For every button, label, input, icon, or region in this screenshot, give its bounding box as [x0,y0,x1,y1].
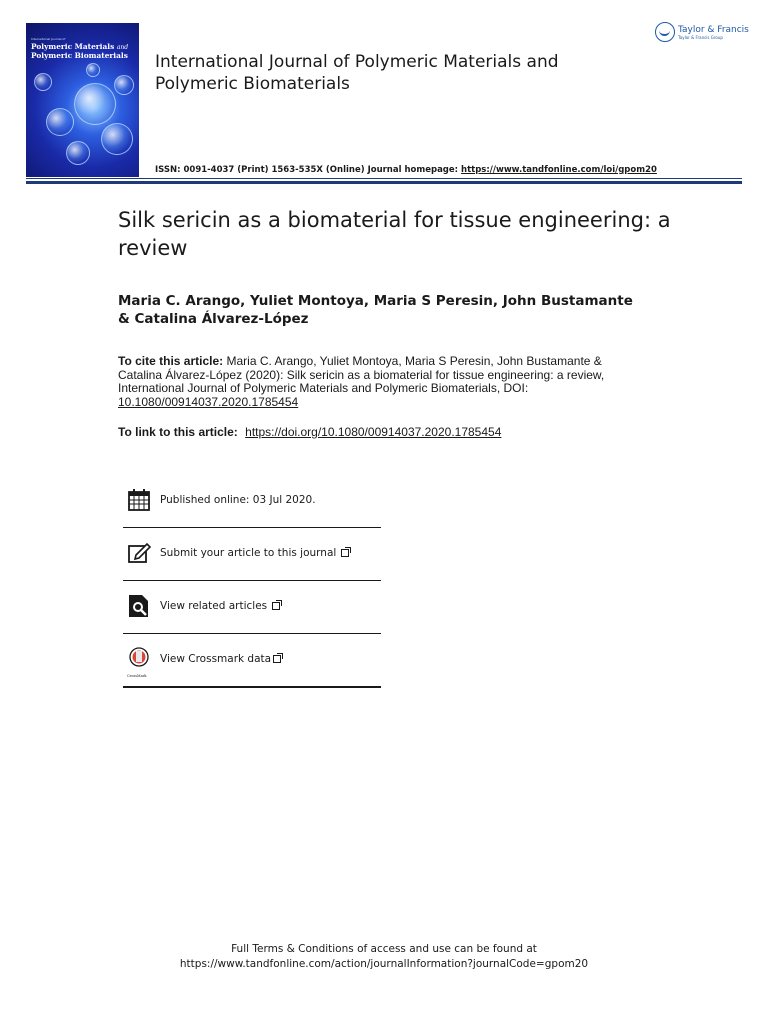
submit-article-label: Submit your article to this journal [160,547,337,559]
submit-article-row[interactable] [123,528,381,581]
header-divider [26,181,742,184]
publisher-logo[interactable] [655,22,749,42]
issn-line [155,165,657,175]
cover-title [31,43,136,60]
citation-block [118,355,608,409]
cover-title-line2: Polymeric Biomaterials [31,51,128,60]
related-articles-link[interactable] [160,600,280,612]
related-articles-row[interactable] [123,581,381,634]
journal-cover-image[interactable] [26,23,139,177]
publisher-sub: Taylor & Francis Group [678,34,723,40]
taylor-francis-logo-icon [655,22,675,42]
header-divider-thin [26,178,742,179]
crossmark-label: View Crossmark data [160,653,272,665]
footer-line1: Full Terms & Conditions of access and use can be found at [231,943,537,955]
journal-title: International Journal of Polymeric Materials and Polymeric Biomaterials [155,52,559,94]
cover-small-text: International Journal of [31,37,66,41]
published-online-row [123,475,381,528]
issn-text: ISSN: 0091-4037 (Print) 1563-535X (Online) Journal homepage: [155,165,459,175]
published-online-label: Published online: 03 Jul 2020. [160,494,316,506]
link-label: To link to this article: [118,425,238,439]
article-link-line [118,425,501,439]
footer-terms [0,942,768,972]
calendar-icon [127,488,151,512]
crossmark-row[interactable] [123,634,381,688]
external-link-icon [272,602,280,610]
article-doi-url[interactable]: https://doi.org/10.1080/00914037.2020.1785454 [245,425,502,439]
crossmark-link[interactable] [160,653,281,665]
related-search-icon [127,594,151,618]
article-authors: Maria C. Arango, Yuliet Montoya, Maria S Peresin, John Bustamante & Catalina Álvarez-López [118,293,633,327]
submit-article-link[interactable] [160,547,349,559]
publisher-name: Taylor & Francis [678,24,749,35]
crossmark-caption: CrossMark [127,674,147,678]
citation-doi-link[interactable]: 10.1080/00914037.2020.1785454 [118,394,299,409]
cover-title-line1: Polymeric Materials [31,42,115,51]
article-title: Silk sericin as a biomaterial for tissue engineering: a review [118,208,671,260]
external-link-icon [273,655,281,663]
citation-label: To cite this article: [118,354,224,368]
edit-icon [127,541,151,565]
citation-text: Maria C. Arango, Yuliet Montoya, Maria S Peresin, John Bustamante & Catalina Álvarez-López (2020): Silk sericin as a biomaterial for tissue engineering: a review, International Journal of Polymeric Materials and Polymeric Biomaterials, DOI: [118,354,605,395]
external-link-icon [341,549,349,557]
crossmark-icon [127,647,151,671]
related-articles-label: View related articles [160,600,268,612]
cover-title-and: and [116,44,129,51]
article-info-box [123,475,381,688]
footer-terms-link[interactable]: https://www.tandfonline.com/action/journalInformation?journalCode=gpom20 [179,958,589,970]
journal-homepage-link[interactable]: https://www.tandfonline.com/loi/gpom20 [461,165,657,175]
